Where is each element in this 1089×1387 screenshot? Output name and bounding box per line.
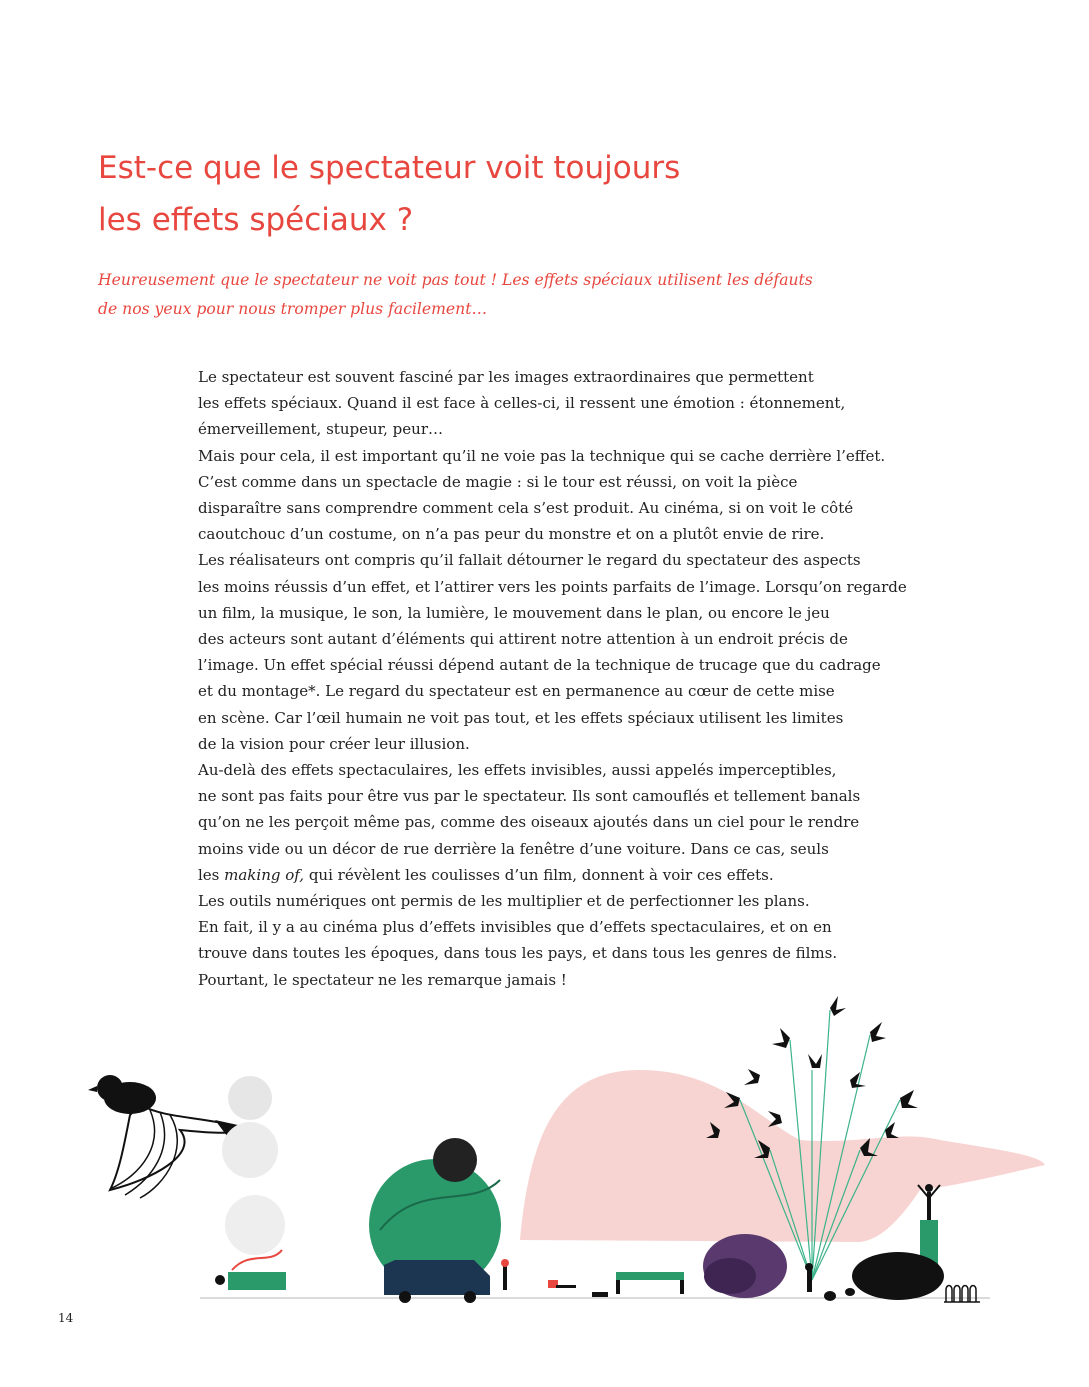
- body-line: [198, 862, 878, 888]
- body-line: En fait, il y a au cinéma plus d’effets invisibles que d’effets spectaculaires, et on en: [198, 918, 832, 937]
- barrier-icon: [944, 1286, 980, 1303]
- body-line: ne sont pas faits pour être vus par le spectateur. Ils sont camouflés et tellement banals: [198, 787, 861, 806]
- page-number: 14: [58, 1311, 74, 1325]
- lede-line-2: de nos yeux pour nous tromper plus facilement…: [98, 300, 488, 318]
- body-text-fragment: qui révèlent les coulisses d’un film, donnent à voir ces effets.: [304, 865, 774, 884]
- black-boulder-icon: [824, 1252, 944, 1301]
- body-line: trouve dans toutes les époques, dans tous les pays, et dans tous les genres de films.: [198, 944, 838, 963]
- smoke-stack-icon: [215, 1076, 286, 1290]
- intro-lede: [98, 266, 858, 324]
- green-platform-icon: [616, 1272, 684, 1294]
- body-text-fragment: les: [198, 865, 225, 884]
- body-line: Les réalisateurs ont compris qu’il fallait détourner le regard du spectateur des aspects: [198, 551, 861, 570]
- lede-line-1: Heureusement que le spectateur ne voit pas tout ! Les effets spéciaux utilisent les défauts: [98, 271, 813, 289]
- body-line: en scène. Car l’œil humain ne voit pas tout, et les effets spéciaux utilisent les limites: [198, 708, 844, 727]
- van-icon: [384, 1260, 490, 1303]
- body-line: Mais pour cela, il est important qu’il ne voie pas la technique qui se cache derrière l’effet.: [198, 446, 886, 465]
- body-line: les moins réussis d’un effet, et l’attirer vers les points parfaits de l’image. Lorsqu’on regarde: [198, 577, 907, 596]
- body-line: qu’on ne les perçoit même pas, comme des oiseaux ajoutés dans un ciel pour le rendre: [198, 813, 860, 832]
- pink-cloud-shape: [520, 1070, 1045, 1242]
- illustration-scene: [0, 980, 1089, 1320]
- page-title: [98, 142, 898, 246]
- body-line: moins vide ou un décor de rue derrière la fenêtre d’une voiture. Dans ce cas, seuls: [198, 839, 829, 858]
- body-line: Au-delà des effets spectaculaires, les effets invisibles, aussi appelés imperceptibles,: [198, 761, 837, 780]
- body-line: Pourtant, le spectateur ne les remarque jamais !: [198, 970, 567, 989]
- body-line: de la vision pour créer leur illusion.: [198, 734, 470, 753]
- body-line: caoutchouc d’un costume, on n’a pas peur du monstre et on a plutôt envie de rire.: [198, 525, 825, 544]
- body-line: Les outils numériques ont permis de les multiplier et de perfectionner les plans.: [198, 892, 810, 911]
- title-line-2: les effets spéciaux ?: [98, 202, 414, 238]
- body-line: C’est comme dans un spectacle de magie : si le tour est réussi, on voit la pièce: [198, 472, 798, 491]
- body-line: un film, la musique, le son, la lumière, le mouvement dans le plan, ou encore le jeu: [198, 603, 830, 622]
- making-of-emphasis: making of,: [224, 865, 305, 884]
- body-line: et du montage*. Le regard du spectateur est en permanence au cœur de cette mise: [198, 682, 835, 701]
- body-line: des acteurs sont autant d’éléments qui attirent notre attention à un endroit précis de: [198, 630, 848, 649]
- body-line: l’image. Un effet spécial réussi dépend autant de la technique de trucage que du cadrage: [198, 656, 881, 675]
- purple-cloud-icon: [703, 1234, 787, 1298]
- body-line: émerveillement, stupeur, peur…: [198, 420, 443, 439]
- title-line-1: Est-ce que le spectateur voit toujours: [98, 150, 681, 186]
- body-line: disparaître sans comprendre comment cela s’est produit. Au cinéma, si on voit le côté: [198, 499, 854, 518]
- body-text: [198, 364, 907, 993]
- person-figure-icon: [805, 1263, 813, 1292]
- body-line: Le spectateur est souvent fasciné par les images extraordinaires que permettent: [198, 368, 814, 386]
- body-line: les effets spéciaux. Quand il est face à celles-ci, il ressent une émotion : étonnement,: [198, 394, 846, 413]
- person-figure-icon: [501, 1259, 608, 1297]
